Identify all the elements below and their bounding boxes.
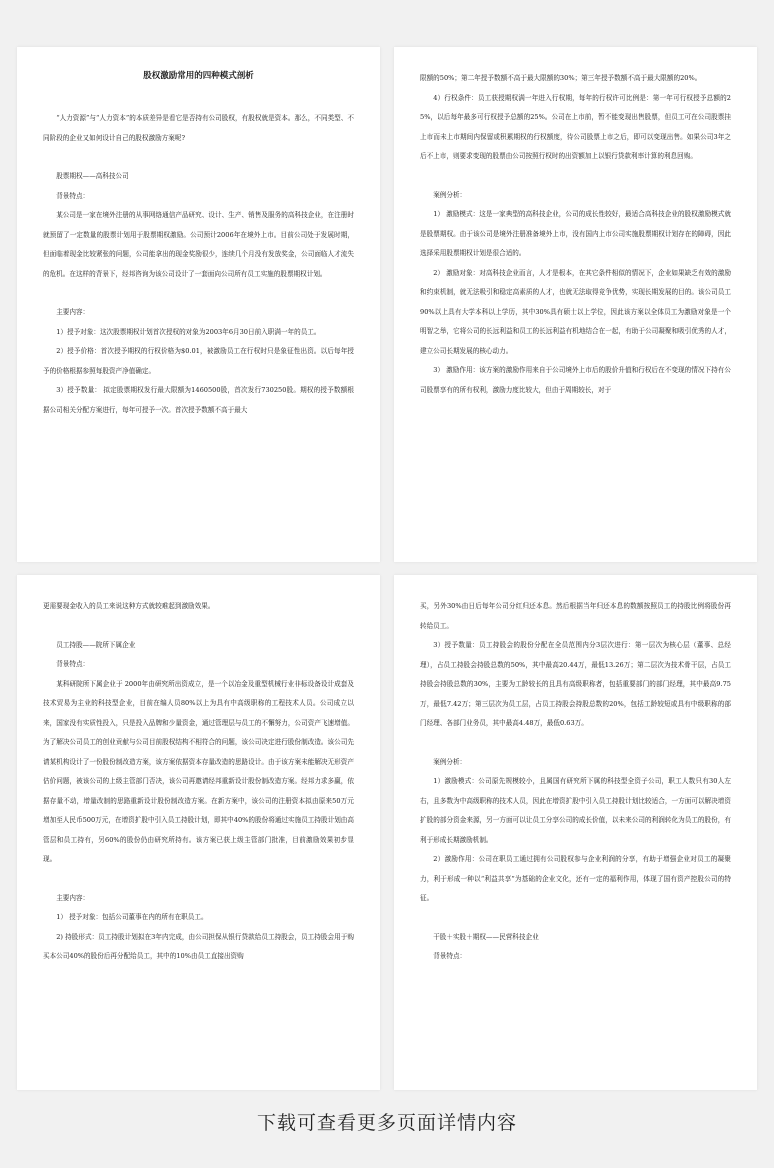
paragraph-spacer xyxy=(420,734,731,753)
document-page-3 xyxy=(17,575,380,1090)
body-paragraph: “人力资源”与“人力资本”的本质差异是看它是否持有公司股权，有股权就是资本。那么，不同类型、不同阶段的企业又如何设计自己的股权激励方案呢? xyxy=(43,114,354,142)
body-paragraph: 1） 激励模式：这是一家典型的高科技企业，公司的成长性较好，最适合高科技企业的股权激励模式就是股票期权。由于该公司是境外注册准备境外上市，没有国内上市公司实施股票期权计划存在的障碍，因此选择采用股票期权计划是很合适的。 xyxy=(420,210,731,257)
body-paragraph: 2）激励作用：公司在职员工通过拥有公司股权参与企业利润的分享，有助于增强企业对员工的凝聚力，利于形成一种以“利益共享”为基础的企业文化，还有一定的福利作用，体现了国有资产控股公司的特征。 xyxy=(420,855,731,902)
continued-paragraph: 买，另外30%由日后每年公司分红归还本息。然后根据当年归还本息的数额按照员工的持股比例将股份再转给员工。 xyxy=(420,602,731,630)
section-heading: 主要内容： xyxy=(56,308,90,316)
continued-paragraph: 更需要现金收入的员工来说这种方式就较难起到激励效果。 xyxy=(43,602,215,610)
body-paragraph: 1） 授予对象：包括公司董事在内的所有在职员工。 xyxy=(56,913,208,921)
section-heading: 案例分析： xyxy=(433,190,467,199)
body-paragraph: 1）授予对象：这次股票期权计划首次授权的对象为2003年6月30日前入职满一年的员工。 xyxy=(56,327,321,336)
body-paragraph: 2）授予价格：首次授予期权的行权价格为$0.01，被激励员工在行权时只是象征性出资。以后每年授予的价格根据参照每股资产净值确定。 xyxy=(43,347,354,375)
download-hint-text: 下载可查看更多页面详情内容 xyxy=(256,1112,517,1134)
document-page-4 xyxy=(394,575,757,1090)
body-paragraph: 3） 激励作用：该方案的激励作用来自于公司境外上市后的股价升值和行权后在不变现的情况下持有公司股票享有的所有权利，激励力度比较大，但由于周期较长，对于 xyxy=(420,366,731,394)
paragraph-spacer xyxy=(43,148,354,167)
body-paragraph: 2) 持股形式：员工持股计划拟在3年内完成，由公司担保从银行贷款给员工持股会，员工持股会用于购买本公司40%的股份后再分配给员工，其中的10%由员工直接出资购 xyxy=(43,932,354,960)
paragraph-spacer xyxy=(43,870,354,889)
document-title: 股权激励常用的四种模式剖析 xyxy=(143,71,254,81)
body-paragraph: 某科研院所下属企业于 2000年由研究所出资成立，是一个以冶金及重型机械行业非标设备设计成套及技术贸易为主业的科技型企业，目前在编人员80%以上为具有中高级职称的工程技术人员。公司成立以来，国家没有实质性投入，只是投入品牌和少量资金，通过管理层与员工的不懈努力，公司资产飞速增值。为了解决公司员工的创业贡献与公司目前股权结构不相符合的问题，该公司决定进行股份制改造。该公司先请某机构设计了一份股份制改造方案，该方案依据资本存量改造的思路设计。由于该方案未能解决无形资产估价问题，被该公司的上级主管部门否决，该公司再邀请经邦重新设计股份制改造方案。经邦力求多赢，依据存量不动，增量改制的思路重新设计股份制改造方案。在新方案中，该公司的注册资本拟由原来50万元增加至人民币500万元，在增资扩股中引入员工持股计划，即其中40%的股份将通过实施员工持股计划由高管层和员工持有，另60%的股份仍由研究所持有。该方案已获上级主管部门批准，目前激励效果初步显现。 xyxy=(43,679,354,863)
body-paragraph: 4）行权条件：员工获授期权满一年进入行权期，每年的行权许可比例是：第一年可行权授予总额的25%，以后每年最多可行权授予总额的25%。公司在上市前，暂不能变现出售股票，但员工可在公司股票挂上市而未上市期间内保留或积累期权的行权额度，待公司股票上市之后，即可以变现出售。如果公司3年之后不上市，则要求变现的股票由公司按照行权时的出资额加上以银行贷款利率计算的利息回购。 xyxy=(420,93,731,160)
section-heading: 背景特点： xyxy=(433,952,467,960)
section-heading: 背景特点： xyxy=(56,660,90,668)
body-paragraph: 2） 激励对象：对高科技企业而言，人才是根本，在其它条件相似的情况下，企业如果缺乏有效的激励和约束机制，就无法吸引和稳定高素质的人才，也就无法取得竞争优势，实现长期发展的目的。该公司员工90%以上具有大学本科以上学历，其中30%具有硕士以上学位，因此该方案以全体员工为激励对象是一个明智之举，它将公司的长远利益和员工的长远利益有机地结合在一起，有助于公司凝聚和吸引优秀的人才，建立公司长期发展的核心动力。 xyxy=(420,268,731,355)
continued-paragraph: 限额的50%；第二年授予数额不高于最大限额的30%；第三年授予数额不高于最大限额的20%。 xyxy=(420,74,702,82)
section-heading: 员工持股——院所下属企业 xyxy=(56,640,136,649)
section-heading: 主要内容： xyxy=(56,893,90,902)
document-page-1 xyxy=(17,47,380,562)
body-paragraph: 3）授予数量： 拟定股票期权发行最大限额为1460500股，首次发行730250股。期权的授予数额根据公司相关分配方案进行，每年可授予一次。首次授予数额不高于最大 xyxy=(43,386,354,414)
section-heading: 背景特点： xyxy=(56,191,90,200)
body-paragraph: 某公司是一家在境外注册的从事网络通信产品研究、设计、生产、销售及服务的高科技企业，在注册时就预留了一定数量的股票计划用于股票期权激励。公司预计2006年在境外上市。目前公司处于发展时期，但面临着现金比较紧张的问题，公司能拿出的现金奖励很少，连续几个月没有发放奖金，公司面临人才流失的危机。在这样的背景下，经邦咨询为该公司设计了一套面向公司所有员工实施的股票期权计划。 xyxy=(43,211,354,278)
paragraph-spacer xyxy=(43,617,354,636)
section-heading: 干股＋实股＋期权——民营科技企业 xyxy=(433,932,539,941)
body-paragraph: 1）激励模式：公司原先规模较小，且属国有研究所下属的科技型全资子公司，职工人数只有30人左右，且多数为中高级职称的技术人员，因此在增资扩股中引入员工持股计划比较适合，一方面可以解决增资扩股的部分资金来源，另一方面可以让员工分享公司的成长价值，以未来公司的利润转化为员工的股份，有利于形成长期激励机制。 xyxy=(420,777,731,844)
document-page-2 xyxy=(394,47,757,562)
body-paragraph: 3）授予数量：员工持股会的股份分配在全员范围内分3层次进行：第一层次为核心层（董事、总经理），占员工持股会持股总数的50%，其中最高20.44万，最低13.26万；第二层次为技术骨干层，占员工持股会持股总数的30%，主要为工龄较长的且具有高级职称者，包括重要部门的部门经理，其中最高9.75万，最低7.42万；第三层次为员工层，占员工持股会持股总数的20%，包括工龄较短或具有中级职称的部门经理、各部门业务员，其中最高4.48万，最低0.63万。 xyxy=(420,641,731,727)
paragraph-spacer xyxy=(420,909,731,928)
section-heading: 案例分析： xyxy=(433,757,467,766)
paragraph-spacer xyxy=(420,167,731,186)
paragraph-spacer xyxy=(43,284,354,303)
section-heading: 股票期权——高科技公司 xyxy=(56,172,129,180)
